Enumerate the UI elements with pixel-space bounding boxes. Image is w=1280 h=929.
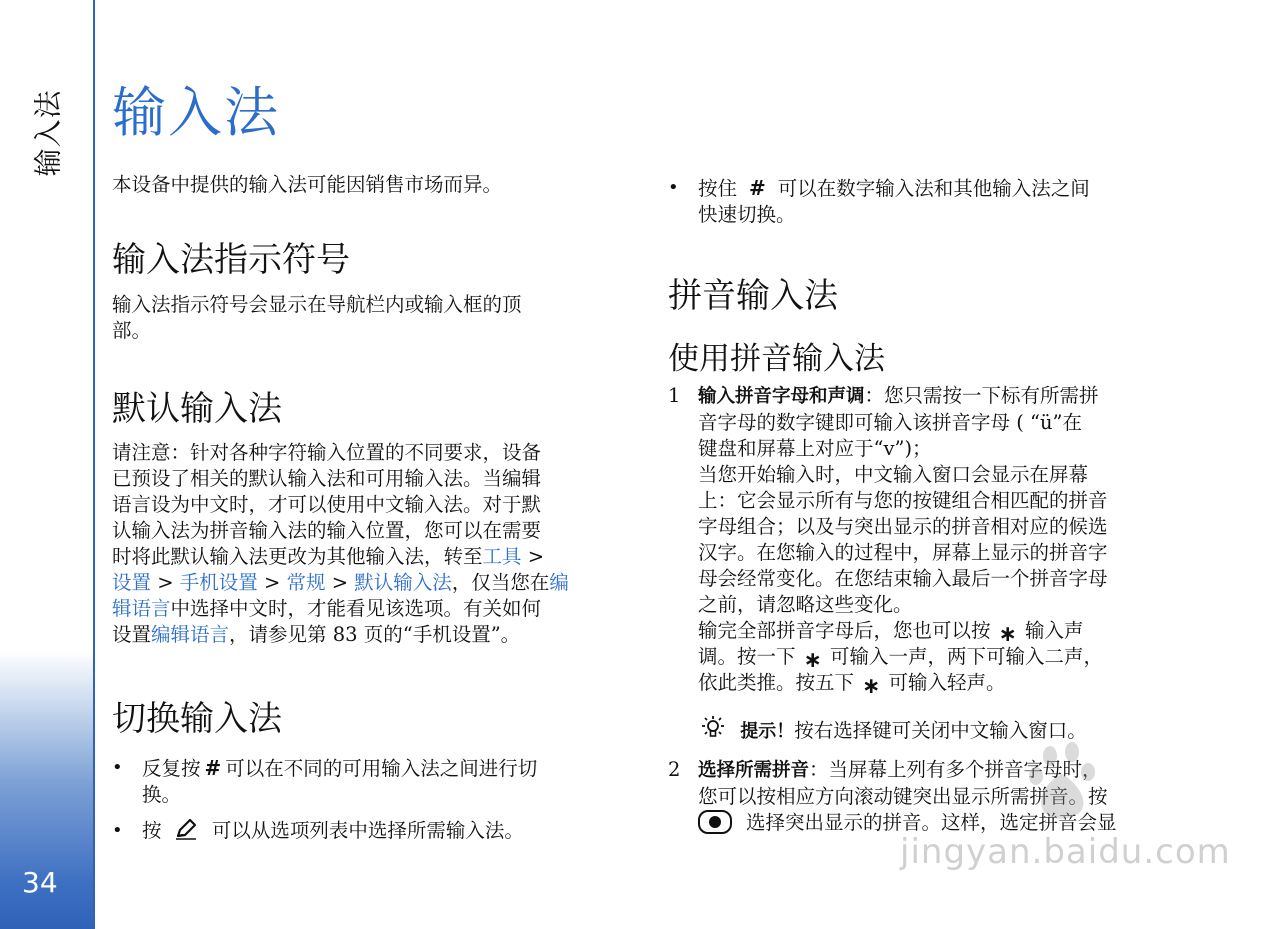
page-number: 34 (22, 866, 58, 899)
baidu-logo-watermark (1010, 742, 1200, 826)
pencil-icon (174, 818, 200, 847)
default-input-paragraph: 请注意：针对各种字符输入位置的不同要求，设备 已预设了相关的默认输入法和可用输入法。当编辑 语言设为中文时，才可以使用中文输入法。对于默 认输入法为拼音输入法的输入位置，您可以在需要 时将此默认输入法更改为其他输入法，转至工具 > 设置 > 手机设置 > 常规 > 默认输入法，仅当您在编 辑语言中选择中文时，才能看见该选项。有关如何 设置编辑语言，请参见第 83 页的“手机设置”。 (112, 441, 569, 646)
link-general[interactable]: 常规 (286, 571, 326, 594)
link-settings[interactable]: 设置 (112, 571, 152, 594)
heading-default-input: 默认输入法 (112, 389, 282, 429)
heading-switch-input: 切换输入法 (112, 699, 282, 739)
page-title: 输入法 (112, 81, 280, 144)
star-key: ∗ (862, 674, 881, 699)
heading-indicator: 输入法指示符号 (112, 240, 350, 280)
link-edit-language[interactable]: 编辑语言 (151, 623, 230, 646)
section-tab-label: 输入法 (31, 89, 65, 177)
select-key-icon (698, 810, 732, 841)
star-key: ∗ (803, 648, 822, 673)
heading-using-pinyin: 使用拼音输入法 (668, 341, 885, 377)
heading-pinyin: 拼音输入法 (668, 276, 838, 316)
star-key: ∗ (998, 622, 1017, 647)
link-edit-language-part1[interactable]: 编 (549, 571, 569, 594)
watermark-text: jingyan.baidu.com (900, 832, 1231, 872)
hash-key: # (749, 176, 766, 200)
tip: 提示！按右选择键可关闭中文输入窗口。 (698, 715, 1087, 745)
link-phone-settings[interactable]: 手机设置 (179, 571, 258, 594)
hash-key: # (204, 756, 222, 780)
indicator-paragraph: 输入法指示符号会显示在导航栏内或输入框的顶 部。 (112, 293, 522, 342)
lightbulb-icon (698, 719, 740, 742)
side-rule (93, 0, 95, 929)
link-default-input[interactable]: 默认输入法 (354, 571, 452, 594)
link-tools[interactable]: 工具 (482, 545, 522, 568)
intro-paragraph: 本设备中提供的输入法可能因销售市场而异。 (112, 173, 503, 196)
link-edit-language-part2[interactable]: 辑语言 (112, 597, 171, 620)
